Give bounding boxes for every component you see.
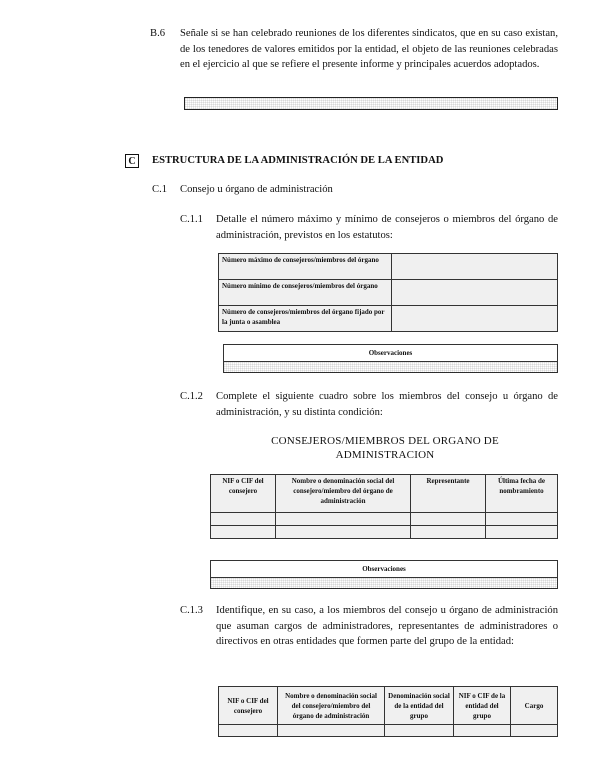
table-cell[interactable] [211,513,276,526]
value-cell[interactable] [392,306,558,332]
subsection-text: Identifique, en su caso, a los miembros del consejo u órgano de administración que asuman cargos de administradores, representantes de administradores o directivos en otras entidades que formen parte del grupo de la entidad: [216,605,558,648]
subsection-code: C.1 [152,184,168,195]
table-cell[interactable] [411,526,486,539]
table-row [219,725,558,737]
subsection-c13 [180,603,558,667]
board-size-table [218,253,558,332]
table-cell[interactable] [385,725,454,737]
column-header: NIF o CIF del consejero [219,687,278,725]
column-header: Última fecha de nombramiento [486,475,558,513]
table-cell[interactable] [486,513,558,526]
observaciones-label: Observaciones [211,561,557,578]
subsection-code: C.1.2 [180,391,203,402]
column-header: Nombre o denominación social del consejero/miembro del órgano de administración [278,687,385,725]
table-row [211,526,558,539]
column-header: Cargo [511,687,558,725]
subsection-c12 [180,389,558,421]
table-header-row [219,687,558,725]
column-header: Denominación social de la entidad del grupo [385,687,454,725]
table-row [219,306,558,332]
table-row [219,254,558,280]
table-cell[interactable] [486,526,558,539]
section-letter-box: C [125,154,139,168]
subsection-c11 [180,212,558,244]
section-code: B.6 [150,28,166,39]
row-label: Número mínimo de consejeros/miembros del órgano [219,280,392,306]
column-header: NIF o CIF del consejero [211,475,276,513]
table-row [219,280,558,306]
row-label: Número máximo de consejeros/miembros del órgano [219,254,392,280]
table-header-row [211,475,558,513]
table-cell[interactable] [511,725,558,737]
value-cell[interactable] [392,280,558,306]
column-header: NIF o CIF de la entidad del grupo [454,687,511,725]
board-members-table [210,474,558,539]
subsection-c1 [152,184,333,195]
observaciones-field[interactable] [224,362,557,373]
value-cell[interactable] [392,254,558,280]
group-positions-table [218,686,558,737]
table-cell[interactable] [454,725,511,737]
table-row [211,513,558,526]
column-header: Representante [411,475,486,513]
observaciones-box-c12 [210,560,558,589]
observaciones-box-c11 [223,344,558,373]
table-cell[interactable] [278,725,385,737]
section-text: Señale si se han celebrado reuniones de los diferentes sindicatos, que en su caso existan, de los tenedores de valores emitidos por la entidad, el objeto de las reuniones celebradas en el ejercicio al que se refiere el presente informe y principales acuerdos adoptados. [180,28,558,71]
answer-box-b6[interactable] [184,97,558,110]
subsection-text: Detalle el número máximo y mínimo de consejeros o miembros del órgano de administración, previstos en los estatutos: [216,214,558,241]
table-title: CONSEJEROS/MIEMBROS DEL ORGANO DE ADMINISTRACION [271,435,499,461]
section-title: ESTRUCTURA DE LA ADMINISTRACIÓN DE LA ENTIDAD [152,155,444,166]
column-header: Nombre o denominación social del consejero/miembro del órgano de administración [276,475,411,513]
subsection-title: Consejo u órgano de administración [180,184,333,195]
table-cell[interactable] [211,526,276,539]
table-cell[interactable] [276,513,411,526]
observaciones-field[interactable] [211,578,557,589]
subsection-code: C.1.1 [180,214,203,225]
observaciones-label: Observaciones [224,345,557,362]
row-label: Número de consejeros/miembros del órgano fijado por la junta o asamblea [219,306,392,332]
subsection-code: C.1.3 [180,605,203,616]
table-cell[interactable] [276,526,411,539]
subsection-text: Complete el siguiente cuadro sobre los miembros del consejo u órgano de administración, y su distinta condición: [216,391,558,418]
table-cell[interactable] [411,513,486,526]
table-cell[interactable] [219,725,278,737]
